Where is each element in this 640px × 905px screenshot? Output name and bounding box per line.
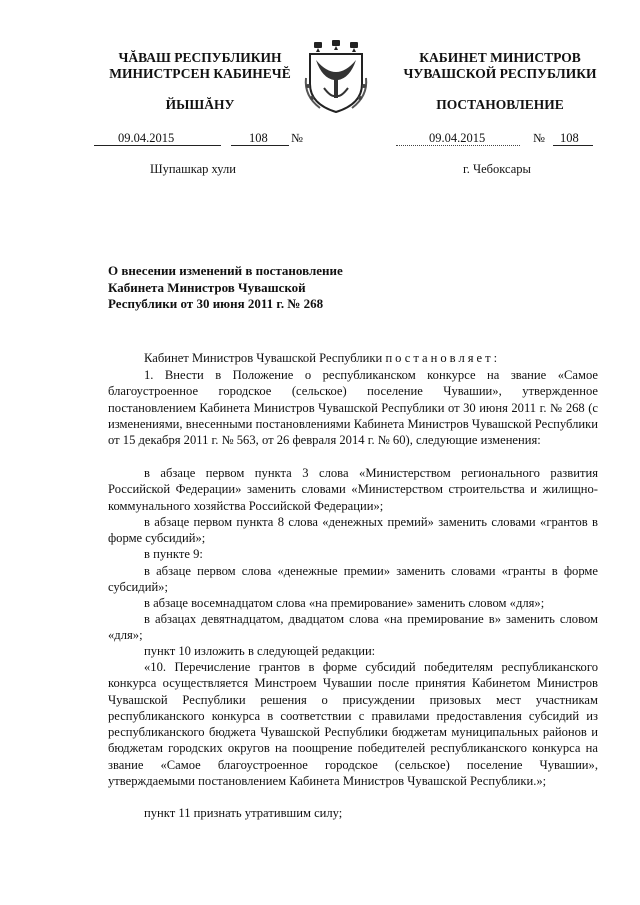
header-right-org-name <box>380 50 620 82</box>
right-number: 108 <box>560 131 579 145</box>
paragraph-8: пункт 10 изложить в следующей редакции: <box>144 644 376 658</box>
left-place: Шупашкар хули <box>150 162 236 176</box>
header-left-doc-type: ЙЫШĂНУ <box>165 97 235 112</box>
paragraph-6: в абзаце восемнадцатом слова «на премирование» заменить словом «для»; <box>144 596 545 610</box>
header-left-line2: МИНИСТРСЕН КАБИНЕЧĔ <box>109 66 291 81</box>
intro-prefix: Кабинет Министров Чувашской Республики <box>144 351 386 365</box>
intro-paragraph <box>108 350 598 366</box>
intro-decree-word: постановляет: <box>385 351 501 365</box>
chuvash-emblem-icon <box>300 38 372 116</box>
left-number-sign: № <box>291 131 303 145</box>
header-left-org-name <box>90 50 310 82</box>
left-date: 09.04.2015 <box>118 131 175 145</box>
right-number-sign: № <box>533 131 545 145</box>
header-left-line1: ЧĂВАШ РЕСПУБЛИКИН <box>118 50 282 65</box>
paragraph-3: в абзаце первом пункта 8 слова «денежных премий» заменить словами «грантов в форме субсидий»; <box>108 515 598 546</box>
right-place: г. Чебоксары <box>463 162 531 176</box>
paragraph-5: в абзаце первом слова «денежные премии» заменить словами «гранты в форме субсидий»; <box>108 564 598 595</box>
subject-title: О внесении изменений в постановление Кабинета Министров Чувашской Республики от 30 июня 2011 г. № 268 <box>108 263 343 311</box>
paragraph-1: 1. Внести в Положение о республиканском конкурсе на звание «Самое благоустроенное городское (сельское) поселение Чувашии», утвержденное постановлением Кабинета Министров Чувашской Республики от 30 июня 2011 г. № 268 (с изменениями, внесенными постановлениями Кабинета Министров Чувашской Республики от 15 декабря 2011 г. № 563, от 26 февраля 2014 г. № 60), следующие изменения: <box>108 368 598 448</box>
paragraph-9: «10. Перечисление грантов в форме субсидий победителям республиканского конкурса осуществляется Минстроем Чувашии после принятия Кабинетом Министров Чувашской Республики решения о присуждении призовых мест участникам республиканского конкурса в соответствии с правилами предоставления субсидий из республиканского бюджета Чувашской Республики бюджетам муниципальных районов и бюджетам городских округов на поощрение победителей республиканского конкурса на звание «Самое благоустроенное городское (сельское) поселение Чувашии», утверждаемыми постановлением Кабинета Министров Чувашской Республики.»; <box>108 660 598 789</box>
right-date: 09.04.2015 <box>429 131 486 145</box>
paragraph-4: в пункте 9: <box>144 547 203 561</box>
header-right-doc-type: ПОСТАНОВЛЕНИЕ <box>436 97 564 112</box>
left-number: 108 <box>249 131 268 145</box>
header-right-line2: ЧУВАШСКОЙ РЕСПУБЛИКИ <box>403 66 597 81</box>
emblem <box>300 38 372 116</box>
paragraph-2: в абзаце первом пункта 3 слова «Министерством регионального развития Российской Федерации» заменить словами «Министерством строительства и жилищно-коммунального хозяйства Российской Федерации»; <box>108 466 598 513</box>
header-right-line1: КАБИНЕТ МИНИСТРОВ <box>419 50 581 65</box>
paragraph-10: пункт 11 признать утратившим силу; <box>144 806 343 820</box>
paragraph-7: в абзацах девятнадцатом, двадцатом слова «на премирование в» заменить словом «для»; <box>108 612 598 643</box>
